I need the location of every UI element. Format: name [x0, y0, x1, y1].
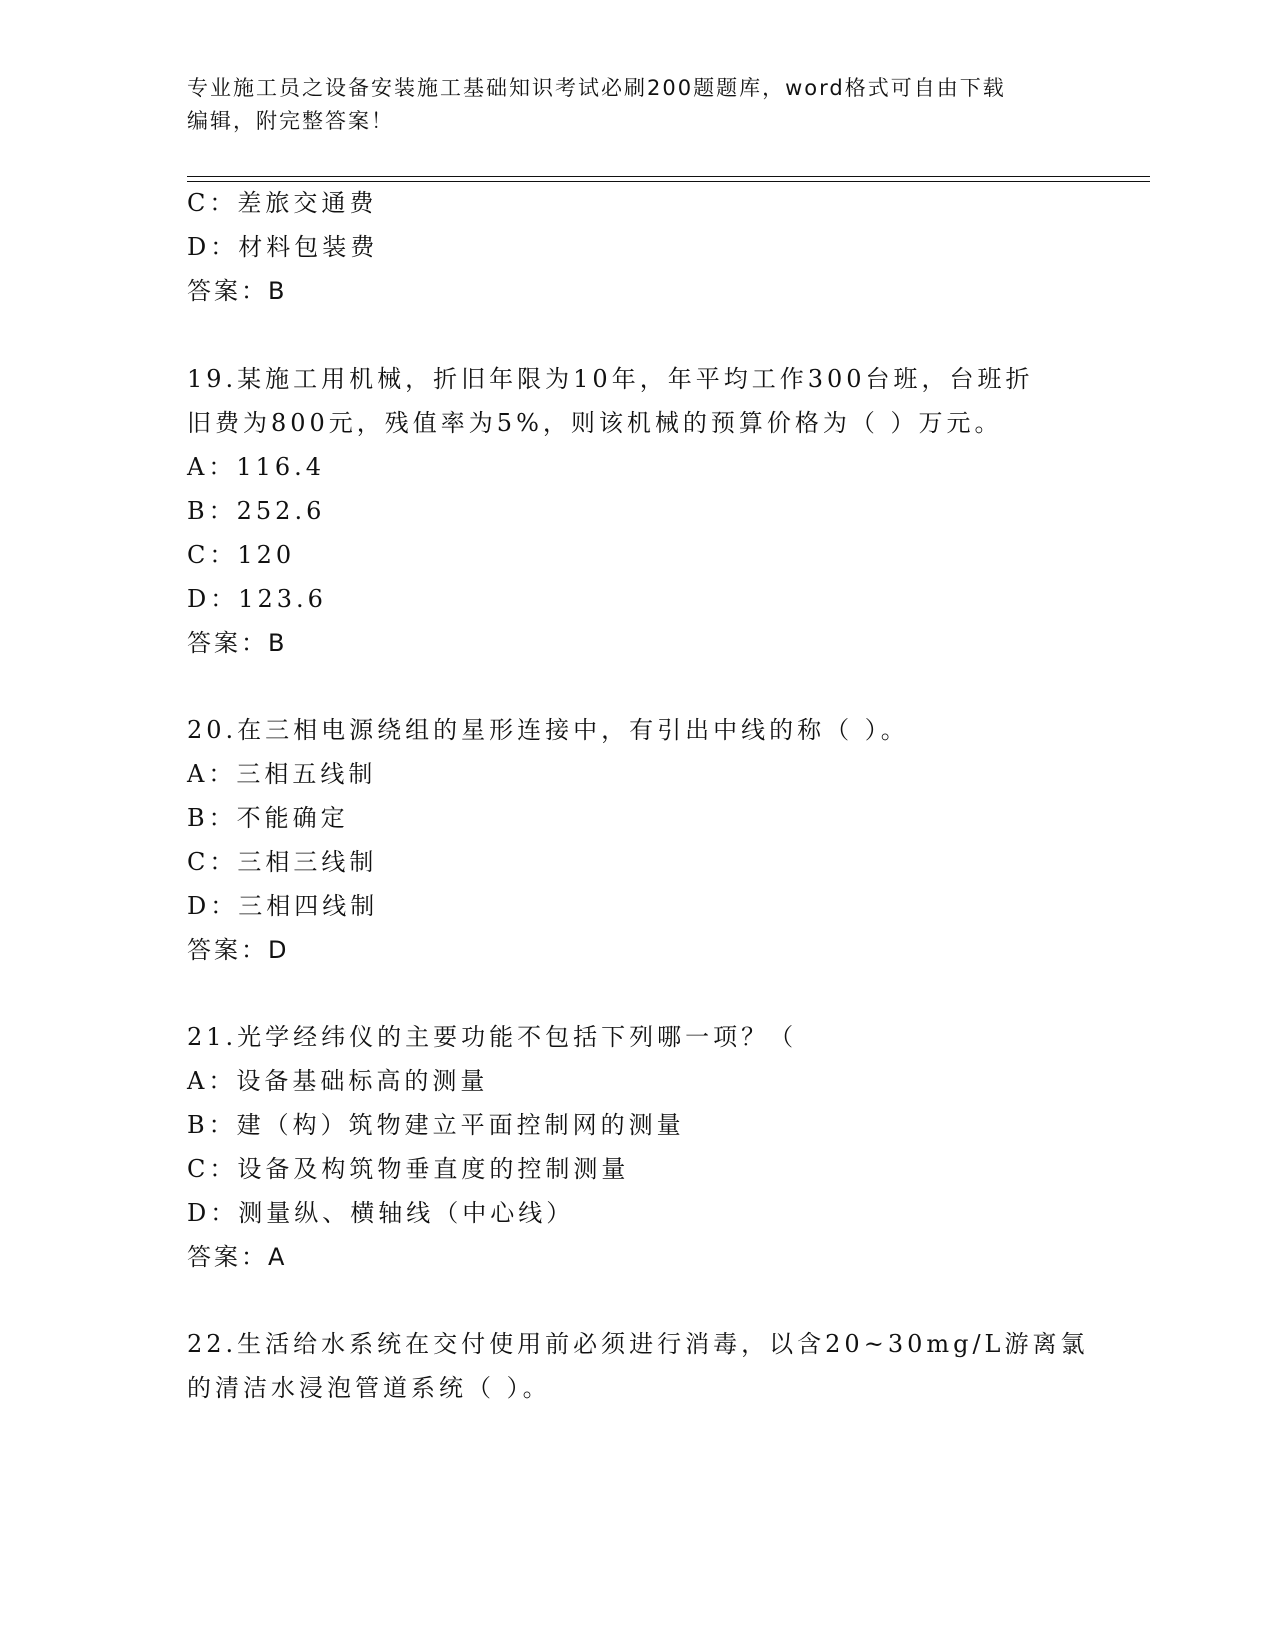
- question-19-answer: 答案：B: [187, 629, 288, 657]
- header-title-line-1: 专业施工员之设备安装施工基础知识考试必刷200题题库，word格式可自由下载: [187, 76, 1006, 100]
- question-21-answer: 答案：A: [187, 1243, 288, 1271]
- question-20-option-d: D：三相四线制: [187, 892, 379, 920]
- prev-question-option-d: D：材料包装费: [187, 233, 379, 261]
- question-21-option-b: B：建（构）筑物建立平面控制网的测量: [187, 1111, 685, 1139]
- document-header: [187, 72, 1087, 138]
- question-19-option-c: C：120: [187, 541, 296, 569]
- question-19-option-a: A：116.4: [187, 453, 326, 481]
- prev-question-option-c: C：差旅交通费: [187, 189, 378, 217]
- question-20-option-a: A：三相五线制: [187, 760, 377, 788]
- question-20-option-b: B：不能确定: [187, 804, 349, 832]
- header-title-line-2: 编辑，附完整答案！: [187, 109, 394, 133]
- question-21-option-d: D：测量纵、横轴线（中心线）: [187, 1199, 575, 1227]
- question-19-text-line-2: 旧费为800元，残值率为5%，则该机械的预算价格为（ ）万元。: [187, 409, 1003, 437]
- question-21-option-a: A：设备基础标高的测量: [187, 1067, 489, 1095]
- header-divider-bottom: [187, 181, 1150, 182]
- header-divider-top: [187, 176, 1150, 177]
- question-21-text-line-1: 21.光学经纬仪的主要功能不包括下列哪一项？（: [187, 1023, 798, 1051]
- prev-question-answer: 答案：B: [187, 277, 288, 305]
- question-21-option-c: C：设备及构筑物垂直度的控制测量: [187, 1155, 630, 1183]
- question-20-answer: 答案：D: [187, 936, 290, 964]
- question-19-option-b: B：252.6: [187, 497, 326, 525]
- question-22-text-line-1: 22.生活给水系统在交付使用前必须进行消毒，以含20~30mg/L游离氯: [187, 1330, 1089, 1358]
- question-20-text-line-1: 20.在三相电源绕组的星形连接中，有引出中线的称（ ）。: [187, 716, 909, 744]
- question-20-option-c: C：三相三线制: [187, 848, 378, 876]
- question-22-text-line-2: 的清洁水浸泡管道系统（ ）。: [187, 1374, 551, 1402]
- question-19-option-d: D：123.6: [187, 585, 327, 613]
- question-19-text-line-1: 19.某施工用机械，折旧年限为10年，年平均工作300台班，台班折: [187, 365, 1034, 393]
